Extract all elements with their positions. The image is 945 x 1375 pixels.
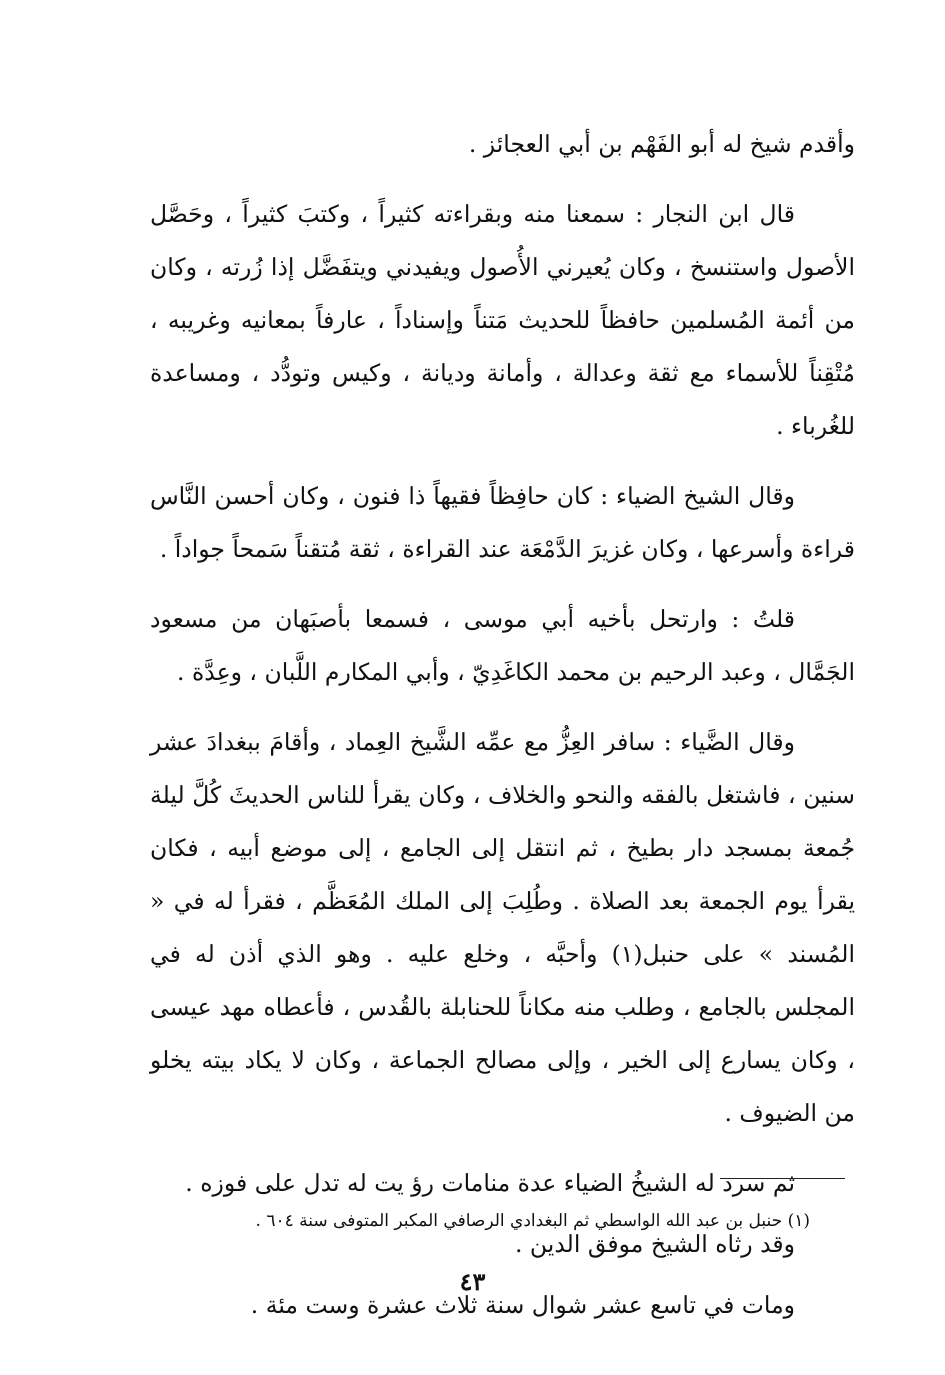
paragraph-3: وقال الشيخ الضياء : كان حافِظاً فقيهاً ذا فنون ، وكان أحسن النَّاس قراءة وأسرعها ، وكان غزيرَ الدَّمْعَة عند القراءة ، ثقة مُتقناً سَمحاً جواداً .: [150, 482, 855, 563]
paragraph-7: وقد رثاه الشيخ موفق الدين .: [514, 1230, 795, 1258]
paragraph-1: وأقدم شيخ له أبو الفَهْم بن أبي العجائز .: [468, 130, 855, 158]
page-number: ٤٣: [459, 1267, 486, 1296]
paragraph-2: قال ابن النجار : سمعنا منه وبقراءته كثيراً ، وكتبَ كثيراً ، وحَصَّل الأصول واستنسخ ، وكان يُعيرني الأُصول ويفيدني ويتفَضَّل إذا زُرته ، وكان من أئمة المُسلمين حافظاً للحديث مَتناً وإسناداً ، عارفاً بمعانيه وغريبه ، مُتْقِناً للأسماء مع ثقة وعدالة ، وأمانة وديانة ، وكيس وتودُّد ، ومساعدة للغُرباء .: [150, 200, 855, 440]
main-text: [150, 118, 855, 1340]
paragraph-4: قلتُ : وارتحل بأخيه أبي موسى ، فسمعا بأصبَهان من مسعود الجَمَّال ، وعبد الرحيم بن محمد الكاغَدِيّ ، وأبي المكارم اللَّبان ، وعِدَّة .: [150, 605, 855, 686]
footnote-divider: [720, 1178, 845, 1179]
footnote: (١) حنبل بن عبد الله الواسطي ثم البغدادي الرصافي المكبر المتوفى سنة ٦٠٤ .: [255, 1211, 810, 1231]
paragraph-5: وقال الضَّياء : سافر العِزُّ مع عمِّه الشَّيخ العِماد ، وأقامَ ببغدادَ عشر سنين ، فاشتغل بالفقه والنحو والخلاف ، وكان يقرأ للناس الحديثَ كُلَّ ليلة جُمعة بمسجد دار بطيخ ، ثم انتقل إلى الجامع ، إلى موضع أبيه ، فكان يقرأ يوم الجمعة بعد الصلاة . وطُلِبَ إلى الملك المُعَظَّم ، فقرأ له في « المُسند » على حنبل(١) وأحبَّه ، وخلع عليه . وهو الذي أذن له في المجلس بالجامع ، وطلب منه مكاناً للحنابلة بالقُدس ، فأعطاه مهد عيسى ، وكان يسارع إلى الخير ، وإلى مصالح الجماعة ، وكان لا يكاد بيته يخلو من الضيوف .: [150, 728, 855, 1127]
paragraph-8: ومات في تاسع عشر شوال سنة ثلاث عشرة وست مئة .: [250, 1291, 795, 1319]
paragraph-6: ثم سرد له الشيخُ الضياء عدة منامات رؤ يت له تدل على فوزه .: [185, 1169, 795, 1197]
